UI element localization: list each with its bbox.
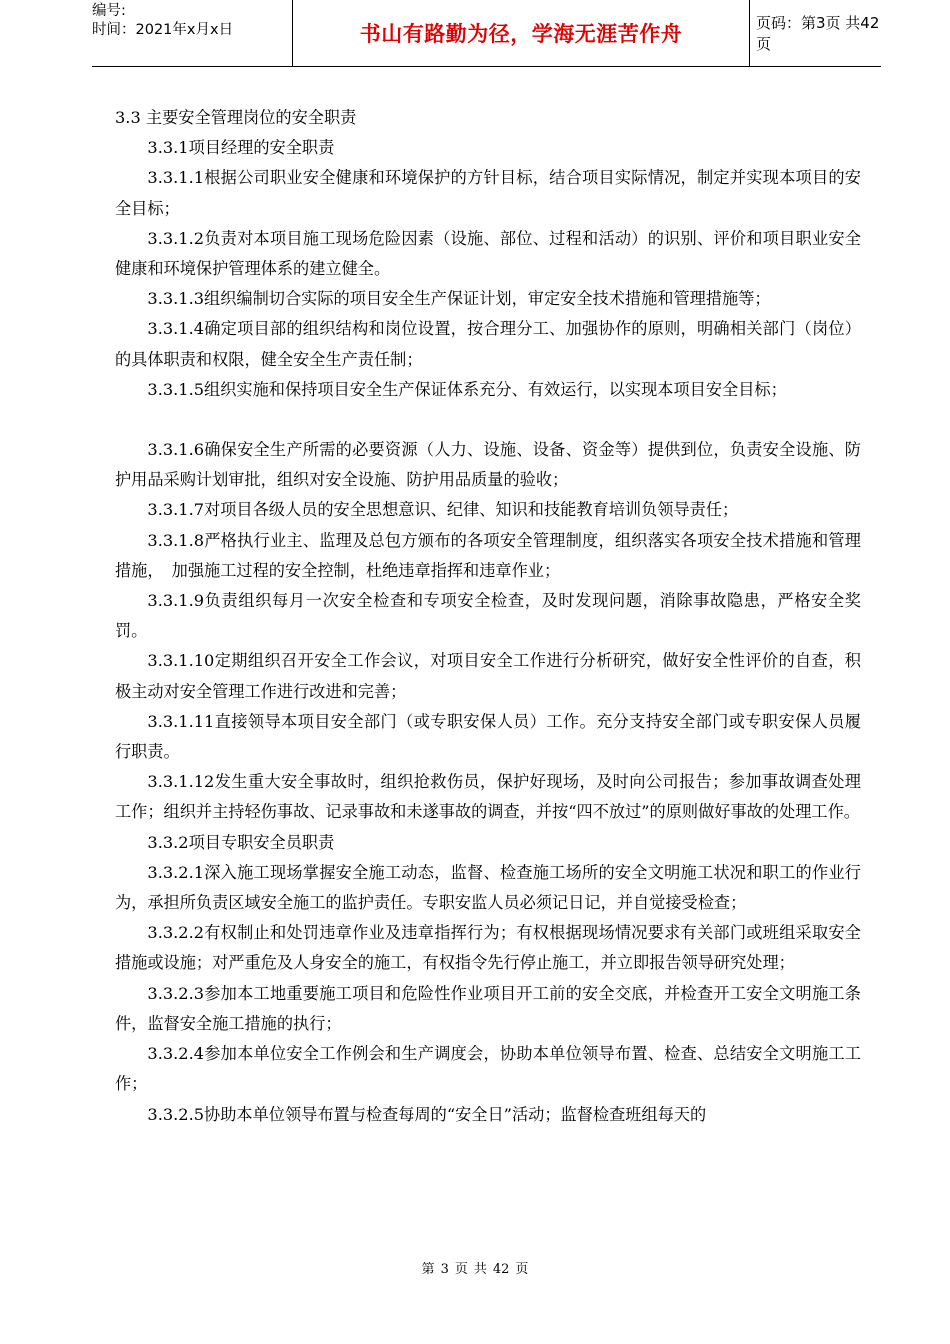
footer-page-number: 3 [440, 1262, 449, 1277]
paragraph: 3.3.2.3参加本工地重要施工项目和危险性作业项目开工前的安全交底，并检查开工安全文明施工条件，监督安全施工措施的执行； [115, 983, 861, 1033]
section-heading: 3.3 主要安全管理岗位的安全职责 [115, 108, 357, 127]
footer-total-pages: 42 [492, 1262, 510, 1277]
header-number-label: 编号: [92, 3, 126, 19]
header-time: 时间：2021年x月x日 [92, 22, 234, 38]
footer-ye: 页 [454, 1262, 468, 1277]
footer-di: 第 [421, 1262, 435, 1277]
header-motto-box [292, 0, 750, 66]
header-rule [92, 66, 881, 67]
paragraph: 3.3.2.5协助本单位领导布置与检查每周的“安全日”活动；监督检查班组每天的 [147, 1104, 707, 1124]
header-page-info: 页码：第3页 共42页 [756, 14, 880, 53]
paragraph: 3.3.1.3组织编制切合实际的项目安全生产保证计划，审定安全技术措施和管理措施等； [147, 289, 771, 309]
subsection-heading: 3.3.2项目专职安全员职责 [147, 832, 335, 852]
paragraph: 3.3.1.1根据公司职业安全健康和环境保护的方针目标，结合项目实际情况，制定并实现本项目的安全目标； [115, 168, 861, 218]
page-header [92, 0, 881, 68]
paragraph: 3.3.1.9负责组织每月一次安全检查和专项安全检查，及时发现问题，消除事故隐患，严格安全奖罚。 [115, 591, 861, 641]
header-meta [92, 2, 290, 40]
paragraph: 3.3.1.11直接领导本项目安全部门（或专职安保人员）工作。充分支持安全部门或专职安保人员履行职责。 [115, 711, 861, 762]
header-motto: 书山有路勤为径，学海无涯苦作舟 [359, 22, 683, 46]
paragraph: 3.3.1.2负责对本项目施工现场危险因素（设施、部位、过程和活动）的识别、评价和项目职业安全健康和环境保护管理体系的建立健全。 [115, 228, 861, 279]
paragraph: 3.3.1.6确保安全生产所需的必要资源（人力、设施、设备、资金等）提供到位，负责安全设施、防护用品采购计划审批，组织对安全设施、防护用品质量的验收； [115, 440, 861, 490]
paragraph: 3.3.1.8严格执行业主、监理及总包方颁布的各项安全管理制度，组织落实各项安全技术措施和管理措施， 加强施工过程的安全控制，杜绝违章指挥和违章作业； [115, 530, 861, 580]
document-body [115, 103, 861, 1130]
subsection-heading: 3.3.1项目经理的安全职责 [147, 138, 335, 158]
blank-line [115, 405, 861, 435]
footer-gong: 共 [473, 1262, 487, 1277]
paragraph: 3.3.1.5组织实施和保持项目安全生产保证体系充分、有效运行，以实现本项目安全目标； [147, 379, 787, 399]
footer-ye: 页 [515, 1262, 529, 1277]
paragraph: 3.3.1.12发生重大安全事故时，组织抢救伤员，保护好现场，及时向公司报告；参加事故调查处理工作；组织并主持轻伤事故、记录事故和未遂事故的调查，并按“四不放过”的原则做好事故的处理工作。 [115, 772, 861, 822]
paragraph: 3.3.2.4参加本单位安全工作例会和生产调度会，协助本单位领导布置、检查、总结安全文明施工工作； [115, 1044, 861, 1094]
paragraph: 3.3.2.1深入施工现场掌握安全施工动态，监督、检查施工场所的安全文明施工状况和职工的作业行为，承担所负责区域安全施工的监护责任。专职安监人员必须记日记，并自觉接受检查； [115, 862, 861, 913]
page-footer [0, 1258, 950, 1277]
paragraph: 3.3.1.7对项目各级人员的安全思想意识、纪律、知识和技能教育培训负领导责任； [147, 500, 739, 520]
paragraph: 3.3.1.4确定项目部的组织结构和岗位设置，按合理分工、加强协作的原则，明确相关部门（岗位）的具体职责和权限，健全安全生产责任制； [115, 319, 861, 369]
paragraph: 3.3.1.10定期组织召开安全工作会议，对项目安全工作进行分析研究，做好安全性评价的自查，积极主动对安全管理工作进行改进和完善； [115, 651, 861, 701]
paragraph: 3.3.2.2有权制止和处罚违章作业及违章指挥行为；有权根据现场情况要求有关部门或班组采取安全措施或设施；对严重危及人身安全的施工，有权指令先行停止施工，并立即报告领导研究处理； [115, 923, 861, 973]
